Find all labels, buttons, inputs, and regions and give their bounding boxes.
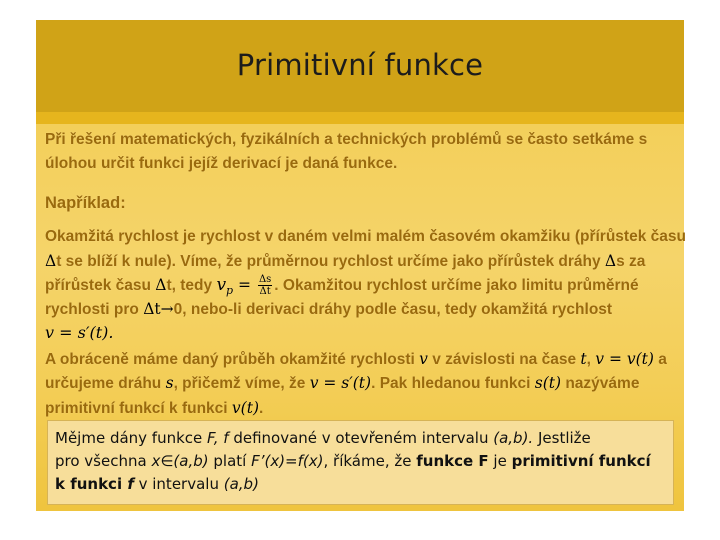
paragraph1-line-4 bbox=[45, 297, 612, 322]
paragraph1-line-1 bbox=[45, 225, 686, 249]
def-f: f bbox=[127, 475, 134, 493]
def-interval: (a,b) bbox=[223, 475, 259, 493]
example-heading: Například: bbox=[45, 194, 126, 212]
def-l3-a: k funkci bbox=[55, 475, 128, 493]
def-l2-a: pro všechna bbox=[55, 452, 152, 470]
p1-l3-c: . Okamžitou rychlost určíme jako limitu průměrné bbox=[274, 277, 639, 294]
def-funkce-F: funkce F bbox=[416, 452, 489, 470]
p2-l1-b: v závislosti na čase bbox=[427, 351, 581, 368]
paragraph2-line-2 bbox=[45, 371, 639, 396]
paragraph2-line-3 bbox=[45, 396, 263, 421]
fraction-numerator: Δs bbox=[258, 274, 272, 286]
formula-v-of-t: v = v(t) bbox=[595, 350, 654, 368]
delta-symbol: Δ bbox=[604, 252, 617, 270]
def-interval: (a,b). bbox=[493, 429, 534, 447]
formula-s-of-t: s(t) bbox=[534, 374, 562, 392]
def-l3-b: v intervalu bbox=[133, 475, 224, 493]
def-x: x bbox=[151, 452, 161, 470]
p1-l3-b: t, tedy bbox=[166, 277, 217, 294]
def-primitive-function: primitivní funkcí bbox=[511, 452, 651, 470]
delta-symbol: Δ bbox=[45, 252, 57, 270]
formula-v-eq-sprime: v = s′(t). bbox=[45, 323, 114, 342]
definition-line-1 bbox=[55, 427, 591, 449]
p1-l1-text: je rychlost v daném velmi malém časovém okamžiku (přírůstek času bbox=[178, 228, 686, 245]
p2-l2-c: . Pak hledanou funkci bbox=[371, 375, 535, 392]
paragraph1-line-2 bbox=[45, 249, 645, 274]
formula-v-eq-sprime: v = s′(t) bbox=[309, 374, 372, 392]
p1-l3-a: přírůstek času bbox=[45, 277, 156, 294]
formula-vp: v bbox=[216, 275, 227, 295]
fraction-ds-dt bbox=[258, 274, 272, 297]
p1-l4-a: rychlosti pro bbox=[45, 301, 144, 318]
slide-title: Primitivní funkce bbox=[236, 48, 484, 82]
def-l2-d: je bbox=[488, 452, 512, 470]
def-l1-a: Mějme dány funkce bbox=[55, 429, 208, 447]
arrow-icon: → bbox=[160, 300, 174, 318]
p2-l1-d: a bbox=[653, 351, 667, 368]
def-l2-b: platí bbox=[208, 452, 252, 470]
def-F-f: F, f bbox=[207, 429, 229, 447]
def-l1-c: Jestliže bbox=[533, 429, 591, 447]
p2-l1-a: A obráceně máme daný průběh okamžité rychlosti bbox=[45, 351, 420, 368]
formula-v-of-t: v(t) bbox=[231, 399, 259, 417]
p2-l2-d: nazýváme bbox=[561, 375, 640, 392]
def-equation: F’(x)=f(x) bbox=[251, 452, 324, 470]
def-l1-b: definované v otevřeném intervalu bbox=[228, 429, 494, 447]
p1-l4-b: 0, nebo-li derivaci dráhy podle času, tedy okamžitá rychlost bbox=[173, 301, 613, 318]
def-interval: (a,b) bbox=[173, 452, 209, 470]
term-instant-speed: Okamžitá rychlost bbox=[45, 228, 179, 245]
element-of-symbol: ∈ bbox=[160, 452, 174, 470]
equals-sign: = bbox=[233, 276, 256, 294]
var-t: t bbox=[580, 350, 587, 368]
paragraph1-line-5 bbox=[45, 321, 113, 346]
p2-l3-b: . bbox=[259, 400, 264, 417]
formula-vp-sub: p bbox=[226, 284, 234, 298]
delta-symbol: Δ bbox=[155, 276, 167, 294]
p1-l2-end: s za bbox=[616, 253, 646, 270]
intro-line-2: úlohou určit funkci jejíž derivací je daná funkce. bbox=[45, 155, 398, 172]
def-l2-c: , říkáme, že bbox=[323, 452, 417, 470]
delta-t-symbol: Δt bbox=[143, 300, 161, 318]
var-s: s bbox=[165, 374, 174, 392]
p2-l2-a: určujeme dráhu bbox=[45, 375, 166, 392]
p2-l2-b: , přičemž víme, že bbox=[173, 375, 310, 392]
fraction-denominator: Δt bbox=[259, 286, 271, 298]
p2-l3-a: primitivní funkcí k funkci bbox=[45, 400, 232, 417]
intro-line-1: Při řešení matematických, fyzikálních a technických problémů se často setkáme s bbox=[45, 131, 648, 148]
definition-line-2 bbox=[55, 450, 651, 472]
p2-l1-c: , bbox=[586, 351, 596, 368]
var-v: v bbox=[419, 350, 428, 368]
definition-line-3 bbox=[55, 473, 259, 495]
p1-l2-text: t se blíží k nule). Víme, že průměrnou rychlost určíme jako přírůstek dráhy bbox=[56, 253, 605, 270]
paragraph2-line-1 bbox=[45, 347, 667, 372]
